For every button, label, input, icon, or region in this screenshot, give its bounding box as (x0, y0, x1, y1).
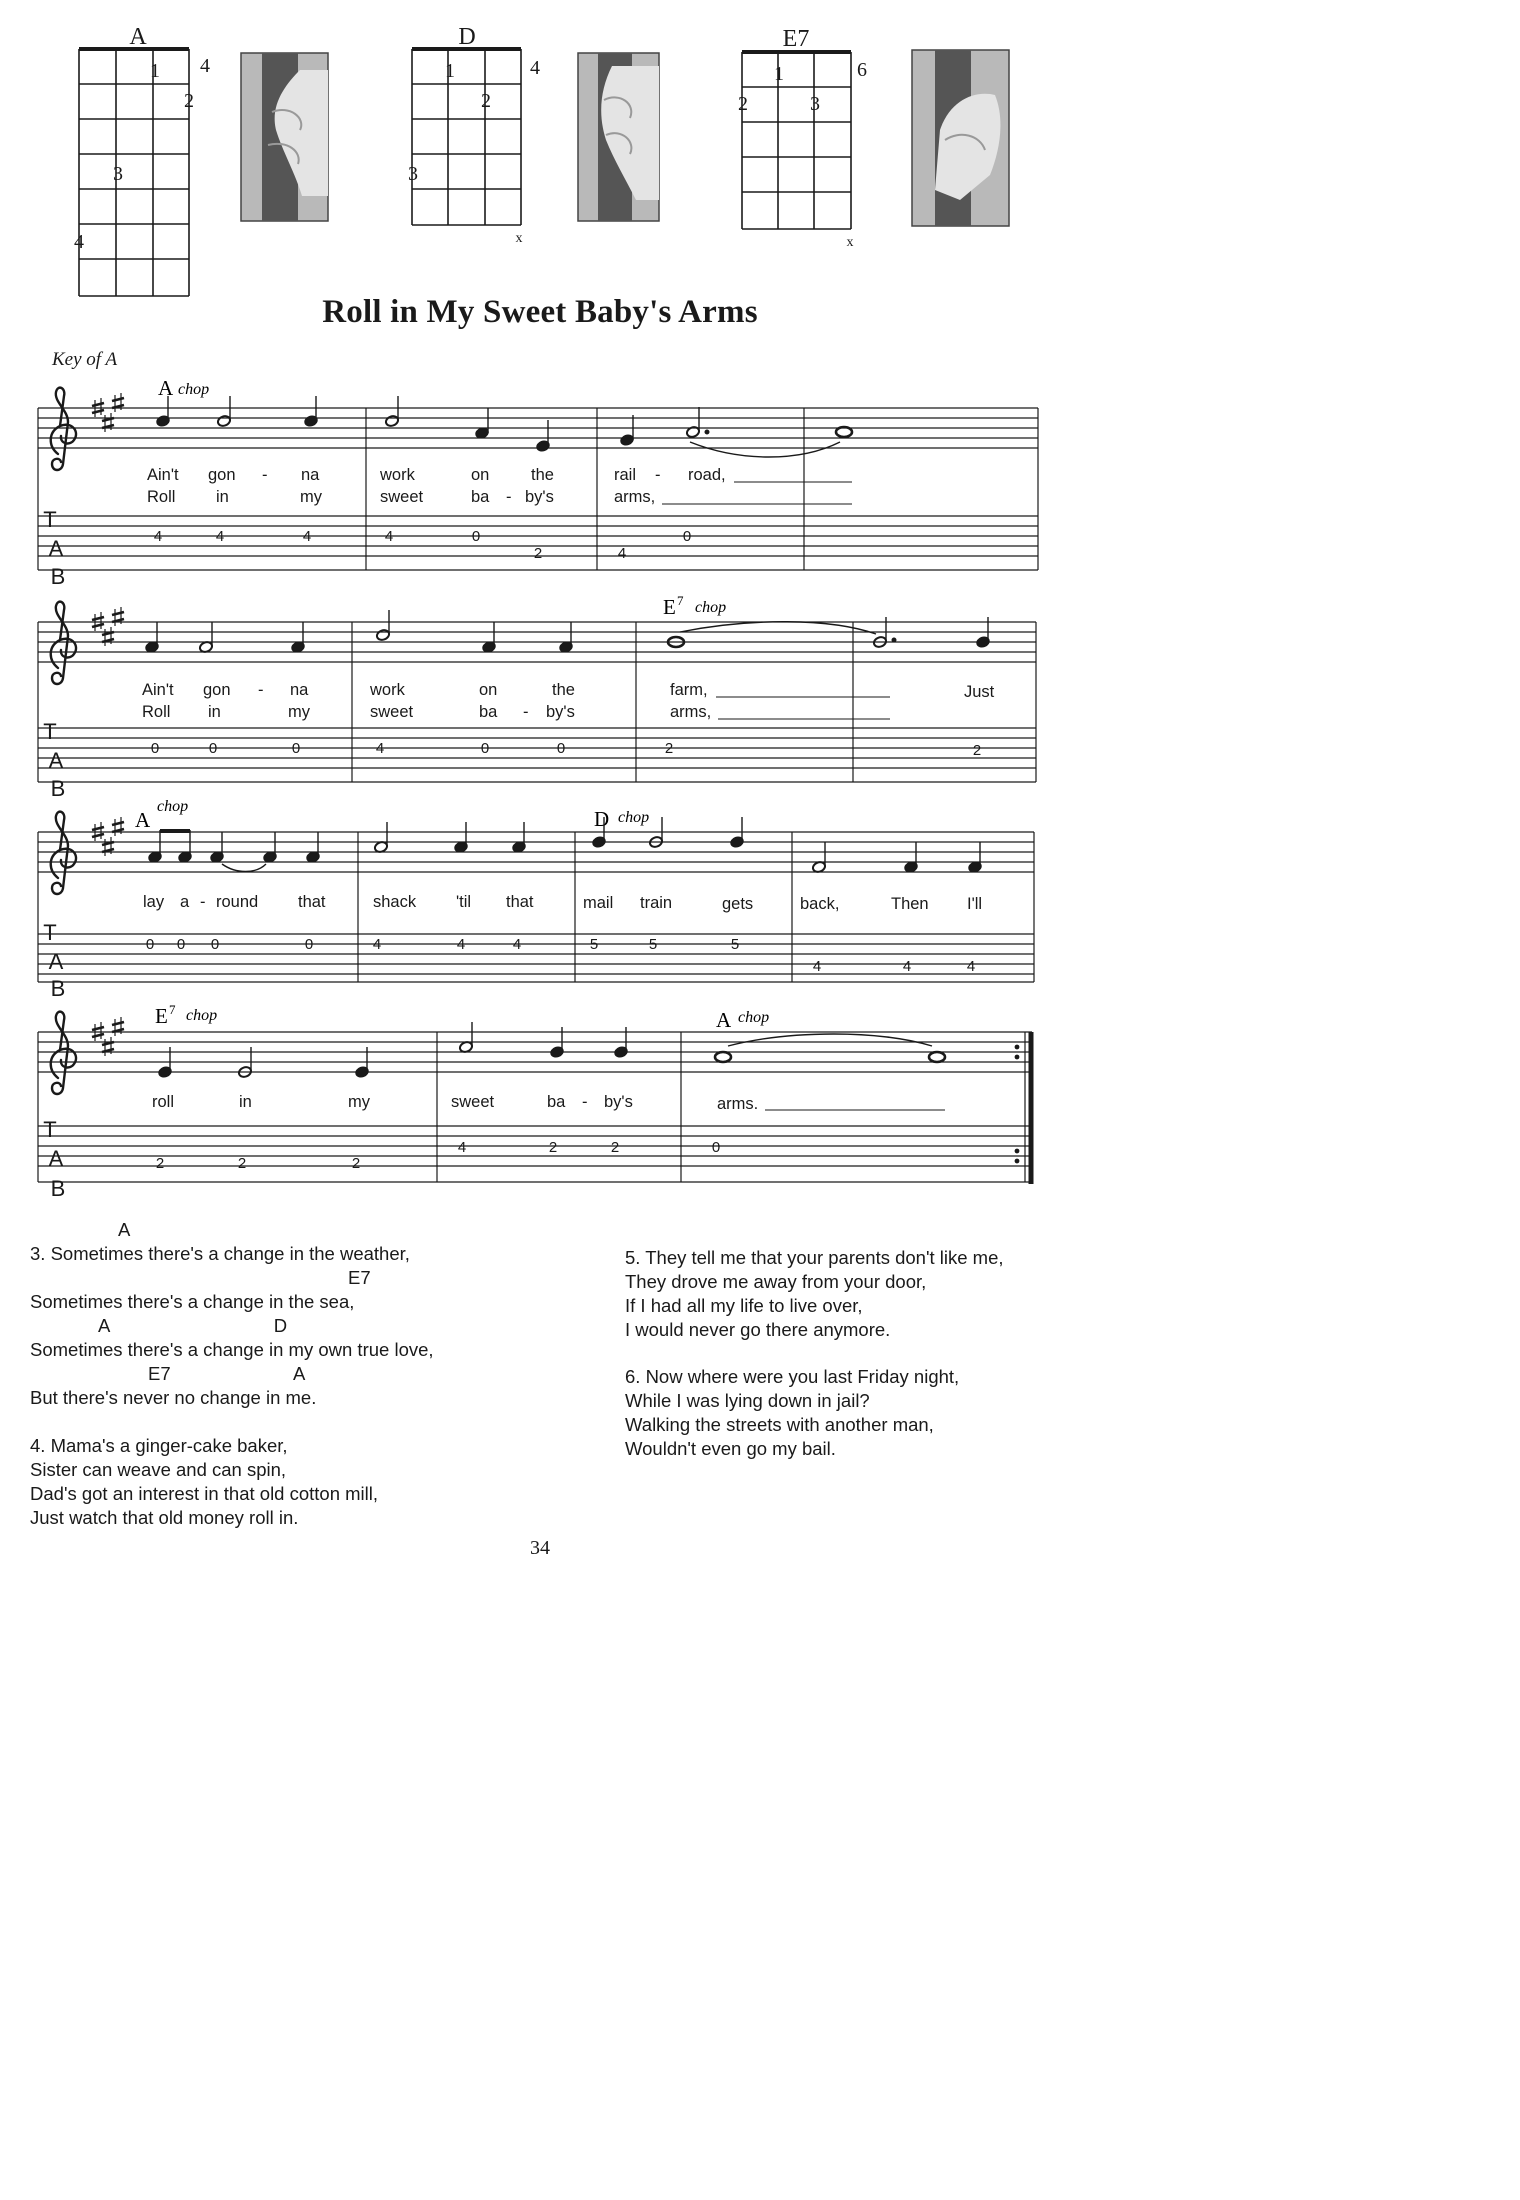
lyric: - (262, 466, 268, 484)
svg-text:2: 2 (237, 1155, 247, 1172)
svg-text:0: 0 (210, 936, 220, 953)
svg-text:4: 4 (372, 936, 382, 953)
svg-text:2: 2 (351, 1155, 361, 1172)
svg-text:4: 4 (215, 528, 225, 545)
verse-6 (625, 1365, 959, 1461)
svg-text:B: B (50, 976, 66, 1001)
sharp-icon (112, 393, 124, 412)
chord-superscript: 7 (169, 1002, 176, 1017)
chord-chart-e7 (738, 26, 867, 250)
finger-number: 3 (113, 163, 123, 185)
lyric: Roll (147, 488, 176, 506)
svg-text:0: 0 (556, 740, 566, 757)
treble-clef-icon (51, 1012, 76, 1094)
lyric: na (290, 681, 309, 699)
verse-line: But there's never no change in me. (30, 1387, 317, 1408)
finger-number: 4 (74, 231, 84, 253)
lyric: arms, (614, 488, 656, 506)
finger-number: 2 (738, 93, 748, 115)
svg-text:0: 0 (711, 1139, 721, 1156)
chord-chart-d (408, 24, 540, 246)
svg-text:B: B (50, 564, 66, 589)
system-2 (38, 593, 1036, 801)
chord-symbol: D (594, 807, 610, 831)
lyric: by's (525, 488, 554, 506)
lyric: that (506, 893, 534, 911)
svg-text:0: 0 (291, 740, 301, 757)
finger-number: 2 (184, 90, 194, 112)
lyric: gets (722, 895, 754, 913)
sharp-icon (112, 1017, 124, 1036)
side-number: 4 (530, 57, 540, 79)
lyric: arms, (670, 703, 712, 721)
svg-text:5: 5 (589, 936, 599, 953)
svg-text:0: 0 (480, 740, 490, 757)
lyric: I'll (967, 895, 983, 913)
lyric: my (288, 703, 310, 721)
lyric: sweet (451, 1093, 495, 1111)
lyric: farm, (670, 681, 708, 699)
svg-text:2: 2 (972, 742, 982, 759)
hand-photo-e7 (912, 50, 1009, 226)
verse-line: If I had all my life to live over, (625, 1295, 863, 1316)
finger-number: 1 (774, 63, 784, 85)
system-3 (38, 798, 1034, 1001)
lyric: sweet (370, 703, 414, 721)
lyric: on (471, 466, 490, 484)
lyric: my (300, 488, 322, 506)
verse-line: 3. Sometimes there's a change in the weather, (30, 1243, 410, 1264)
verse-line: 6. Now where were you last Friday night, (625, 1366, 960, 1387)
svg-text:2: 2 (533, 545, 543, 562)
svg-text:T: T (43, 507, 57, 532)
finger-number: 3 (810, 93, 820, 115)
lyric: - (523, 703, 529, 721)
svg-text:0: 0 (304, 936, 314, 953)
lyric: - (200, 893, 206, 911)
chord-line: E7 (348, 1267, 371, 1288)
verse-4 (30, 1434, 378, 1530)
muted-string-x: x (846, 235, 854, 250)
lyric: back, (800, 895, 840, 913)
verse-3 (30, 1218, 434, 1410)
side-number: 4 (200, 55, 210, 77)
lyric: - (582, 1093, 588, 1111)
lyric: lay (143, 893, 165, 911)
chord-symbol: A (158, 376, 174, 400)
verse-line: Sometimes there's a change in my own true love, (30, 1339, 434, 1360)
sharp-icon (102, 1037, 114, 1056)
verse-line: Wouldn't even go my bail. (625, 1438, 836, 1459)
lyric: - (506, 488, 512, 506)
svg-text:0: 0 (150, 740, 160, 757)
treble-clef-icon (51, 602, 76, 684)
svg-text:4: 4 (456, 936, 466, 953)
svg-text:4: 4 (512, 936, 522, 953)
muted-string-x: x (515, 231, 523, 246)
lyric: by's (604, 1093, 633, 1111)
chord-name: A (129, 24, 147, 50)
svg-text:2: 2 (610, 1139, 620, 1156)
lyric: in (216, 488, 229, 506)
lyric: Then (891, 895, 929, 913)
lyric: work (370, 681, 405, 699)
svg-text:T: T (43, 719, 57, 744)
verse-5 (625, 1246, 1004, 1342)
verse-line: 4. Mama's a ginger-cake baker, (30, 1435, 288, 1456)
svg-text:4: 4 (812, 958, 822, 975)
verse-line: Just watch that old money roll in. (30, 1507, 299, 1528)
treble-clef-icon (51, 812, 76, 894)
lyric: Ain't (142, 681, 174, 699)
chop-label: chop (695, 599, 727, 616)
svg-text:B: B (50, 1176, 66, 1201)
svg-text:2: 2 (664, 740, 674, 757)
finger-number: 3 (408, 163, 418, 185)
sharp-icon (112, 817, 124, 836)
sharp-icon (102, 627, 114, 646)
svg-text:4: 4 (457, 1139, 467, 1156)
svg-text:4: 4 (375, 740, 385, 757)
svg-text:0: 0 (208, 740, 218, 757)
system-1 (38, 376, 1038, 589)
verse-line: While I was lying down in jail? (625, 1390, 870, 1411)
lyric: in (208, 703, 221, 721)
verse-line: Sometimes there's a change in the sea, (30, 1291, 355, 1312)
lyric: a (180, 893, 190, 911)
verse-line: I would never go there anymore. (625, 1319, 891, 1340)
tab-numbers (154, 528, 691, 562)
lyric: mail (583, 894, 614, 912)
repeat-dot (1015, 1159, 1020, 1164)
svg-text:A: A (48, 1146, 64, 1171)
verse-line: Dad's got an interest in that old cotton mill, (30, 1483, 379, 1504)
lyric: ba (547, 1093, 566, 1111)
repeat-dot (1015, 1055, 1020, 1060)
svg-text:0: 0 (176, 936, 186, 953)
side-number: 6 (857, 59, 867, 81)
sharp-icon (102, 413, 114, 432)
finger-number: 1 (150, 60, 160, 82)
chord-superscript: 7 (677, 593, 684, 608)
chord-symbol: E (155, 1004, 168, 1028)
svg-text:4: 4 (153, 528, 163, 545)
lyric: in (239, 1093, 252, 1111)
system-4 (38, 1002, 1032, 1201)
svg-text:5: 5 (730, 936, 740, 953)
tab-numbers (146, 936, 975, 975)
notes (148, 817, 983, 873)
sharp-icon (102, 837, 114, 856)
hand-photo-d (578, 53, 659, 221)
chop-label: chop (618, 809, 650, 826)
lyric: gon (208, 466, 236, 484)
svg-text:0: 0 (682, 528, 692, 545)
tab-label (43, 507, 65, 589)
lyric: Roll (142, 703, 171, 721)
svg-text:4: 4 (384, 528, 394, 545)
lyric: ba (479, 703, 498, 721)
hand-photo-a (241, 53, 328, 221)
svg-text:T: T (43, 1117, 57, 1142)
tab-label (43, 920, 65, 1001)
lyric: arms. (717, 1095, 759, 1113)
chop-label: chop (186, 1007, 218, 1024)
verse-line: Sister can weave and can spin, (30, 1459, 287, 1480)
lyric: the (531, 466, 554, 484)
svg-text:4: 4 (966, 958, 976, 975)
chop-label: chop (157, 798, 189, 815)
lyric: on (479, 681, 498, 699)
finger-number: 1 (445, 60, 455, 82)
svg-text:0: 0 (145, 936, 155, 953)
chord-chart-a (74, 24, 210, 296)
sharp-icon (112, 607, 124, 626)
lyric: that (298, 893, 326, 911)
svg-text:4: 4 (617, 545, 627, 562)
chop-label: chop (178, 381, 210, 398)
lyric: shack (373, 893, 417, 911)
svg-text:A: A (48, 536, 64, 561)
lyric: work (380, 466, 415, 484)
notes (158, 1022, 945, 1078)
lyric: 'til (456, 893, 472, 911)
tab-numbers (151, 740, 981, 759)
repeat-dot (1015, 1045, 1020, 1050)
lyric: na (301, 466, 320, 484)
svg-text:5: 5 (648, 936, 658, 953)
verse-line: 5. They tell me that your parents don't like me, (625, 1247, 1004, 1268)
tab-label (43, 1117, 65, 1201)
lyric: ba (471, 488, 490, 506)
lyric: - (655, 466, 661, 484)
svg-text:4: 4 (902, 958, 912, 975)
svg-text:4: 4 (302, 528, 312, 545)
chord-symbol: A (716, 1008, 732, 1032)
svg-text:A: A (48, 748, 64, 773)
lyric: train (640, 894, 673, 912)
lyric: - (258, 681, 264, 699)
lyric: round (216, 893, 259, 911)
tab-label (43, 719, 65, 801)
lyric: sweet (380, 488, 424, 506)
svg-text:2: 2 (155, 1155, 165, 1172)
svg-text:T: T (43, 920, 57, 945)
chord-symbol: A (135, 808, 151, 832)
svg-text:2: 2 (548, 1139, 558, 1156)
finger-number: 2 (481, 90, 491, 112)
key-signature-label: Key of A (52, 349, 118, 370)
svg-text:0: 0 (471, 528, 481, 545)
lyric: rail (614, 466, 637, 484)
chord-name: D (458, 24, 476, 50)
lyric: by's (546, 703, 575, 721)
lyric: roll (152, 1093, 175, 1111)
svg-text:A: A (48, 949, 64, 974)
verse-line: They drove me away from your door, (625, 1271, 927, 1292)
lyric: my (348, 1093, 370, 1111)
chord-line: A (118, 1219, 131, 1240)
song-title: Roll in My Sweet Baby's Arms (322, 294, 758, 330)
repeat-dot (1015, 1149, 1020, 1154)
chord-line: E7 A (148, 1363, 306, 1384)
lyric: gon (203, 681, 231, 699)
chop-label: chop (738, 1009, 770, 1026)
chord-symbol: E (663, 595, 676, 619)
chord-line: A D (98, 1315, 288, 1336)
verse-line: Walking the streets with another man, (625, 1414, 934, 1435)
lyric: Ain't (147, 466, 179, 484)
treble-clef-icon (51, 388, 76, 470)
svg-text:B: B (50, 776, 66, 801)
lyric: Just (964, 683, 995, 701)
lyric: road, (688, 466, 726, 484)
chord-name: E7 (782, 26, 810, 52)
lyric: the (552, 681, 575, 699)
page-number: 34 (530, 1537, 550, 1559)
